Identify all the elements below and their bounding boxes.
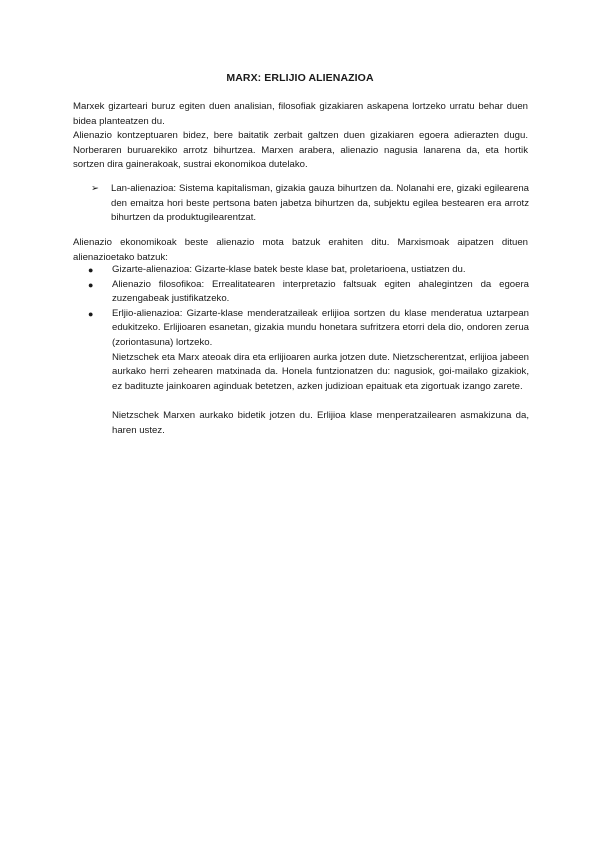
- bullet-dot-icon: ●: [88, 308, 94, 319]
- document-title: MARX: ERLIJIO ALIENAZIOA: [226, 72, 374, 84]
- list-item: [88, 263, 529, 278]
- arrow-list-item: [91, 182, 529, 226]
- intro-section: [73, 100, 528, 173]
- continuation-paragraph: Nietzschek Marxen aurkako bidetik jotzen du. Erlijioa klase menperatzailearen asmakizuna da, haren ustez.: [112, 409, 529, 436]
- paragraph-spacer: [88, 394, 529, 409]
- bullet-dot-icon: ●: [88, 265, 94, 275]
- list-item-text: Alienazio filosofikoa: Errealitatearen interpretazio faltsuak egiten ahalegintzen da egoera zuzengabeak justifikatzeko.: [112, 278, 529, 305]
- continuation-paragraph: Nietzschek eta Marx ateoak dira eta erlijioaren aurka jotzen dute. Nietzscherentzat, erlijioa jabeen aurkako herri zehearen matxinada da. Honela funtzionatzen du: nagusiok, goi-mailako gizakiok, ez badituzte jainkoaren aginduak betetzen, azken judizioan epaituak eta zigortuak izango zarete.: [112, 351, 529, 392]
- list-item: [88, 307, 529, 351]
- list-item-text: Erljio-alienazioa: Gizarte-klase menderatzaileak erlijioa sortzen du klase menderatua uztarpean edukitzeko. Erlijioaren esanetan, gizakia mundu honetara sufritzera etorri dela dio, ondoren zerua (zoriontasuna) lortzeko.: [112, 307, 529, 348]
- arrow-bullet-icon: ➢: [91, 183, 100, 194]
- alienation-types-intro: Alienazio ekonomikoak beste alienazio mota batzuk erahiten ditu. Marxismoak aipatzen dituen alienazioetako batzuk:: [73, 237, 528, 263]
- bullet-dot-icon: ●: [88, 279, 94, 290]
- intro-paragraph-1: Marxek gizarteari buruz egiten duen analisian, filosofiak gizakiaren askapena lortzeko urratu behar duen bidea planteatzen du.: [73, 101, 528, 127]
- list-item-text: Gizarte-alienazioa: Gizarte-klase batek beste klase bat, proletarioena, ustiatzen du.: [112, 264, 466, 275]
- arrow-list-item-text: Lan-alienazioa: Sistema kapitalisman, gizakia gauza bihurtzen da. Nolanahi ere, gizaki egilearena den emaitza hori beste pertsona baten jabetza bihurtzen da, subjektu egilea bestearen era arrotz bihurtzen da produktugilearentzat.: [111, 183, 529, 224]
- intro-paragraph-2: Alienazio kontzeptuaren bidez, bere baitatik zerbait galtzen duen gizakiaren egoera adierazten dugu. Norberaren buruarekiko arrotz bihurtzea. Marxen arabera, alienazio nagusia lanarena da, eta hortik sortzen dira gainerakoak, sustrai ekonomikoa dutelako.: [73, 130, 528, 171]
- bullet-list: [88, 263, 529, 438]
- list-item: [88, 278, 529, 307]
